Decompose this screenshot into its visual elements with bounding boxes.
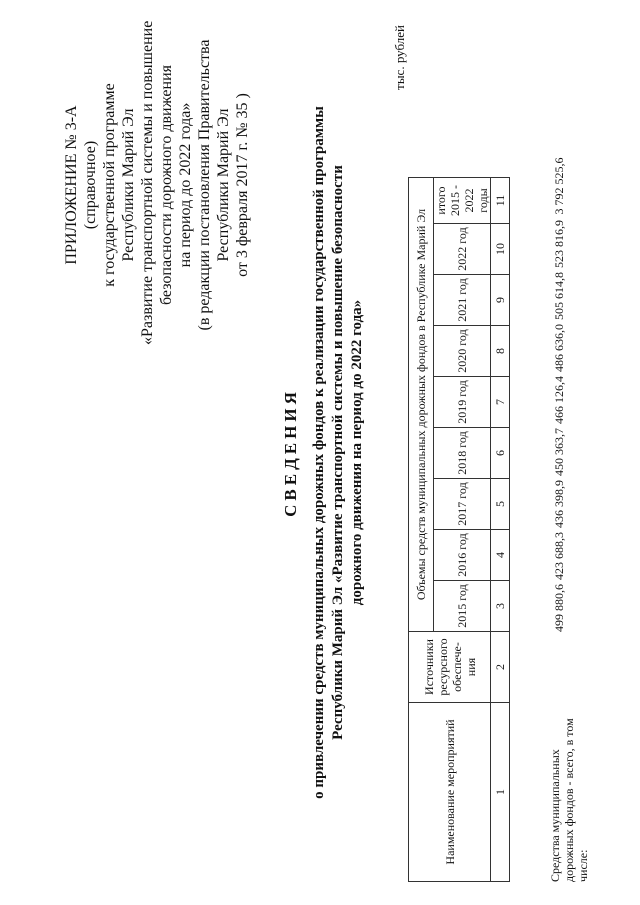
header-line: Республики Марий Эл — [215, 108, 232, 262]
column-header-name: Наименование мероприятий — [409, 703, 491, 882]
appendix-header — [62, 20, 252, 345]
column-group-header: Объемы средств муниципальных дорожных фондов в Республике Марий Эл — [409, 178, 434, 632]
row-label: Средства муниципальных дорожных фондов - всего, в том числе: — [548, 718, 590, 882]
column-header-total: итого 2015 - 2022 годы — [434, 178, 491, 224]
value-2020: 486 636,0 — [552, 324, 566, 372]
header-line: Республики Марий Эл — [120, 108, 137, 262]
column-number: 10 — [491, 224, 510, 275]
appendix-note: (справочное) — [82, 140, 99, 230]
column-number: 4 — [491, 530, 510, 581]
header-line: на период до 2022 года» — [177, 102, 194, 268]
value-2022: 523 816,9 — [552, 220, 566, 268]
value-2021: 505 614,8 — [552, 272, 566, 320]
header-line: (в редакции постановления Правительства — [196, 39, 213, 331]
column-header-source: Источники ресурсного обеспече-ния — [409, 632, 491, 703]
title-line: о привлечении средств муниципальных дорожных фондов к реализации государственной программы — [311, 106, 327, 799]
value-2016: 423 688,3 — [552, 532, 566, 580]
column-header-year: 2017 год — [434, 479, 491, 530]
value-total: 3 792 525,6 — [552, 157, 566, 215]
column-number: 11 — [491, 178, 510, 224]
column-header-year: 2016 год — [434, 530, 491, 581]
column-header-year: 2020 год — [434, 326, 491, 377]
column-number: 7 — [491, 377, 510, 428]
column-number: 6 — [491, 428, 510, 479]
column-number: 1 — [491, 703, 510, 882]
column-number: 2 — [491, 632, 510, 703]
title-line: дорожного движения на период до 2022 года» — [349, 299, 365, 606]
title-line: Республики Марий Эл «Развитие транспортной системы и повышение безопасности — [330, 165, 346, 740]
column-number: 8 — [491, 326, 510, 377]
title-heading: СВЕДЕНИЯ — [281, 388, 300, 517]
funding-table — [408, 177, 510, 882]
value-2017: 436 398,9 — [552, 480, 566, 528]
header-line: к государственной программе — [101, 83, 118, 287]
header-line: от 3 февраля 2017 г. № 35 ) — [234, 93, 251, 277]
column-header-year: 2019 год — [434, 377, 491, 428]
value-2019: 466 126,4 — [552, 376, 566, 424]
header-line: «Развитие транспортной системы и повышение — [139, 20, 156, 345]
column-number: 3 — [491, 581, 510, 632]
column-header-year: 2022 год — [434, 224, 491, 275]
column-header-year: 2021 год — [434, 275, 491, 326]
unit-label: тыс. рублей — [392, 25, 407, 90]
document-title — [280, 0, 367, 905]
header-line: безопасности дорожного движения — [158, 64, 175, 306]
column-header-year: 2018 год — [434, 428, 491, 479]
column-header-year: 2015 год — [434, 581, 491, 632]
column-number: 5 — [491, 479, 510, 530]
appendix-number: ПРИЛОЖЕНИЕ № 3-А — [63, 105, 80, 265]
value-2015: 499 880,6 — [552, 584, 566, 632]
column-number: 9 — [491, 275, 510, 326]
value-2018: 450 363,7 — [552, 428, 566, 476]
